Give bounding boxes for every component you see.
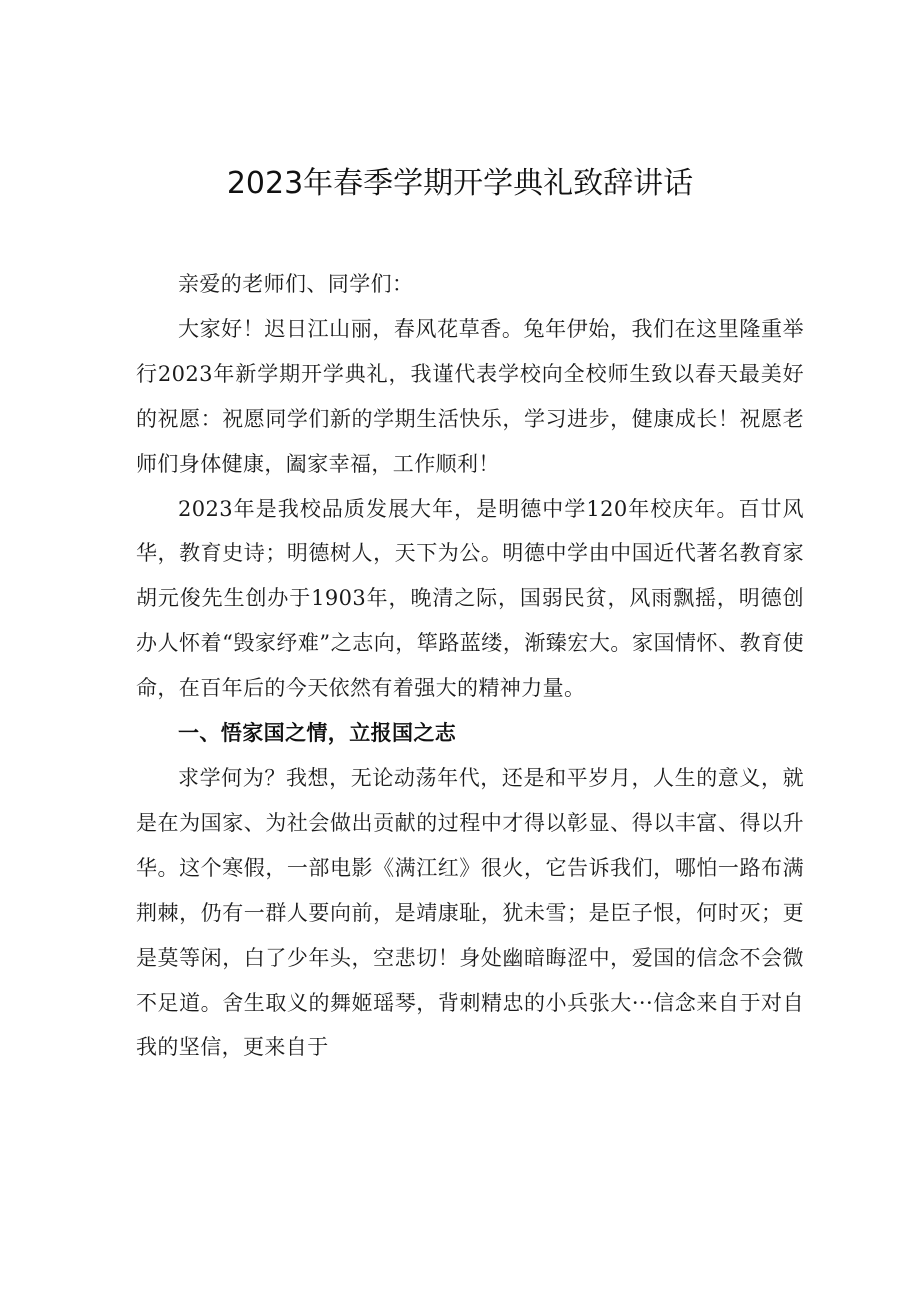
section-heading: 一、悟家国之情，立报国之志 [178,721,457,746]
paragraph-school-history: 2023年是我校品质发展大年，是明德中学120年校庆年。百廿风华，教育史诗；明德树人，天下为公。明德中学由中国近代著名教育家胡元俊先生创办于1903年，晚清之际，国弱民贫，风雨飘摇，明德创办人怀着“毁家纾难”之志向，筚路蓝缕，渐臻宏大。家国情怀、教育使命，在百年后的今天依然有着强大的精神力量。 [136,496,804,701]
paragraph-welcome: 大家好！迟日江山丽，春风花草香。兔年伊始，我们在这里隆重举行2023年新学期开学典礼，我谨代表学校向全校师生致以春天最美好的祝愿：祝愿同学们新的学期生活快乐，学习进步，健康成长！祝愿老师们身体健康，阖家幸福，工作顺利！ [136,316,804,476]
document-body [136,262,804,1070]
paragraph-section-one: 求学何为？我想，无论动荡年代，还是和平岁月，人生的意义，就是在为国家、为社会做出贡献的过程中才得以彰显、得以丰富、得以升华。这个寒假，一部电影《满江红》很火，它告诉我们，哪怕一路布满荆棘，仍有一群人要向前，是靖康耻，犹未雪；是臣子恨，何时灭；更是莫等闲，白了少年头，空悲切！身处幽暗晦涩中，爱国的信念不会微不足道。舍生取义的舞姬瑶琴，背刺精忠的小兵张大···信念来自于对自我的坚信，更来自于 [136,765,804,1060]
greeting-line: 亲爱的老师们、同学们： [178,272,414,296]
document-title: 2023年春季学期开学典礼致辞讲话 [226,166,694,201]
